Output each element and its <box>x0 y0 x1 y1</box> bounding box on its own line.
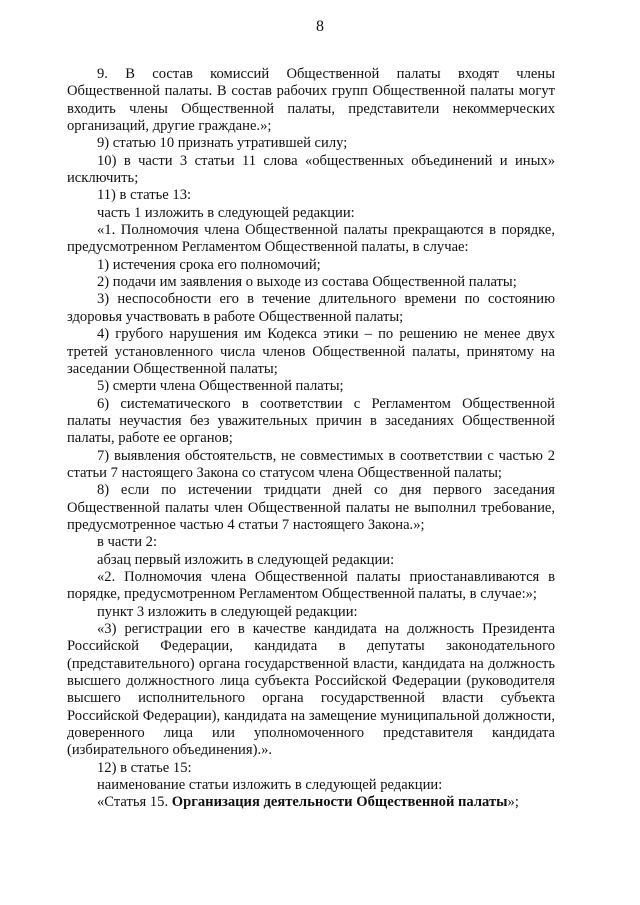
article-title-prefix: «Статья 15. <box>97 794 172 811</box>
paragraph-article-15-title <box>67 794 555 811</box>
paragraph-commission-members: 9. В состав комиссий Общественной палаты входят члены Общественной палаты. В состав рабочих групп Общественной палаты могут входить члены Общественной палаты, представители некоммерческих организаций, другие граждане.»; <box>67 66 555 135</box>
paragraph-item-12: 12) в статье 15: <box>97 759 192 776</box>
paragraph-point-3-text: «3) регистрации его в качестве кандидата на должность Президента Российской Федерации, кандидата в депутаты законодательного (представительного) органа государственной власти, кандидата на должность высшего должностного лица субъекта Российской Федерации (руководителя высшего исполнительного органа государственной власти субъекта Российской Федерации), кандидата на замещение муниципальной должности, доверенного лица или уполномоченного представителя кандидата (избирательного объединения).». <box>67 621 555 759</box>
paragraph-case-8: 8) если по истечении тридцати дней со дня первого заседания Общественной палаты член Общественной палаты не выполнил требование, предусмотренное частью 4 статьи 7 настоящего Закона.»; <box>67 482 555 533</box>
paragraph-item-10: 10) в части 3 статьи 11 слова «общественных объединений и иных» исключить; <box>67 152 555 187</box>
paragraph-powers-terminated: «1. Полномочия члена Общественной палаты прекращаются в порядке, предусмотренном Регламентом Общественной палаты, в случае: <box>67 222 555 256</box>
paragraph-case-1: 1) истечения срока его полномочий; <box>97 256 321 273</box>
paragraph-case-6: 6) систематического в соответствии с Регламентом Общественной палаты неучастия без уважительных причин в заседаниях Общественной палаты, работе ее органов; <box>67 395 555 447</box>
paragraph-first-abzac: абзац первый изложить в следующей редакции: <box>97 551 395 568</box>
paragraph-article-title-intro: наименование статьи изложить в следующей редакции: <box>97 777 443 794</box>
paragraph-item-11: 11) в статье 13: <box>97 187 192 204</box>
page-number: 8 <box>316 18 324 35</box>
paragraph-case-7: 7) выявления обстоятельств, не совместимых в соответствии с частью 2 статьи 7 настоящего Закона со статусом члена Общественной палаты; <box>67 447 555 481</box>
paragraph-item-9: 9) статью 10 признать утратившей силу; <box>97 135 348 152</box>
article-title-bold: Организация деятельности Общественной палаты <box>171 794 508 811</box>
paragraph-part-1-intro: часть 1 изложить в следующей редакции: <box>97 204 355 221</box>
paragraph-case-2: 2) подачи им заявления о выходе из состава Общественной палаты; <box>97 274 517 291</box>
article-title-suffix: »; <box>507 794 519 811</box>
document-body <box>67 66 555 812</box>
paragraph-case-5: 5) смерти члена Общественной палаты; <box>97 378 344 395</box>
paragraph-point-3-intro: пункт 3 изложить в следующей редакции: <box>97 603 358 620</box>
paragraph-part-2-intro: в части 2: <box>97 534 158 551</box>
paragraph-powers-suspended: «2. Полномочия члена Общественной палаты приостанавливаются в порядке, предусмотренном Регламентом Общественной палаты, в случае:»; <box>67 568 555 603</box>
paragraph-case-3: 3) неспособности его в течение длительного времени по состоянию здоровья участвовать в работе Общественной палаты; <box>67 291 555 325</box>
paragraph-case-4: 4) грубого нарушения им Кодекса этики – по решению не менее двух третей установленного числа членов Общественной палаты, принятому на заседании Общественной палаты; <box>67 326 555 377</box>
